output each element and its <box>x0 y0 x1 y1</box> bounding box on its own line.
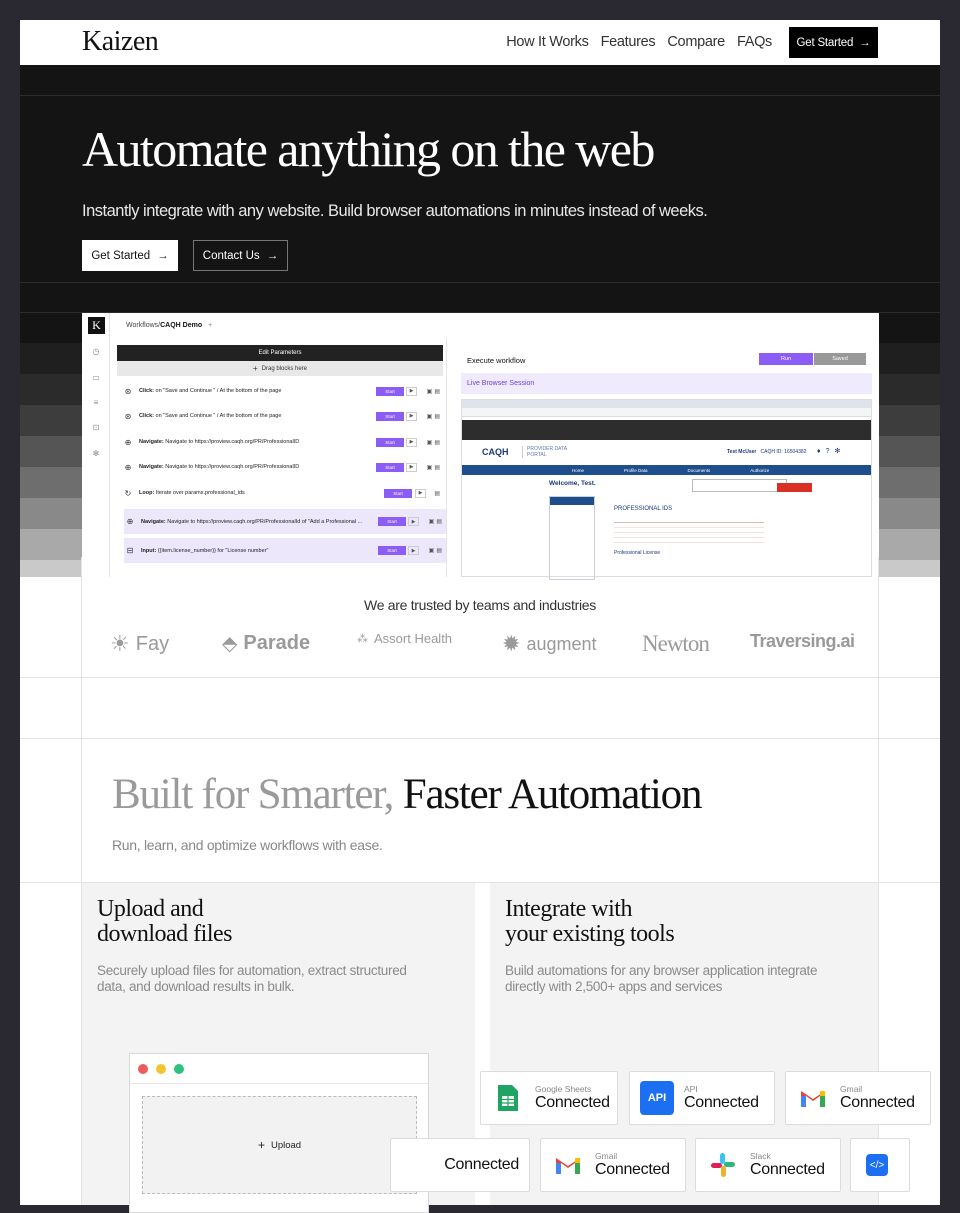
step-type: Navigate: <box>141 518 166 525</box>
nav-link-compare[interactable]: Compare <box>667 34 725 50</box>
card-title-line2: download files <box>97 921 232 947</box>
step-text: Iterate over params.professional_ids <box>155 490 245 496</box>
app-preview <box>82 313 879 577</box>
caqh-review-button <box>777 483 812 492</box>
copy-delete-icons[interactable]: ▣▤ <box>426 413 442 420</box>
integration-name: API <box>684 1084 698 1094</box>
loop-icon: ↻ <box>124 488 132 498</box>
play-icon[interactable]: ▶ <box>406 463 417 472</box>
logo-fay <box>110 631 169 657</box>
integration-status: Connected <box>595 1161 670 1178</box>
portal-line1: PROVIDER DATA <box>527 446 568 452</box>
gmail-icon <box>551 1148 585 1182</box>
breadcrumb-current: CAQH Demo <box>160 322 203 329</box>
integration-slack[interactable] <box>695 1138 841 1192</box>
plus-icon: + <box>257 1138 265 1152</box>
step-start-button[interactable]: Start <box>378 546 406 555</box>
step-start-button[interactable]: Start <box>376 387 404 396</box>
caqh-tab-authorize: Authorize <box>750 467 770 473</box>
card-description <box>505 963 817 995</box>
cursor-click-icon: ⊛ <box>124 386 132 396</box>
drag-blocks-zone[interactable] <box>117 361 443 376</box>
nav-link-features[interactable]: Features <box>600 34 656 50</box>
list-icon[interactable]: ≡ <box>93 398 99 407</box>
caqh-tab-profile-data: Profile Data <box>624 467 648 473</box>
logo-traversing: Traversing.ai <box>750 631 855 651</box>
delete-icon[interactable]: ▤ <box>434 490 442 497</box>
logo-parade <box>222 631 310 656</box>
nav-get-started-button[interactable] <box>789 27 878 58</box>
hero-get-started-label: Get Started <box>91 249 151 262</box>
slack-icon <box>706 1148 740 1182</box>
browser-tabs <box>462 400 871 408</box>
upload-window <box>129 1053 429 1213</box>
caqh-portal-label <box>522 446 567 458</box>
caqh-logo: CAQH <box>482 447 509 457</box>
workflow-step-nested[interactable] <box>124 509 446 534</box>
card-desc-line2: data, and download results in bulk. <box>97 979 295 994</box>
live-browser-session-label: Live Browser Session <box>461 373 872 394</box>
globe-icon: ⊕ <box>124 462 132 472</box>
caqh-header <box>462 440 871 465</box>
hero-title: Automate anything on the web <box>82 121 654 177</box>
logo-augment-text: augment <box>526 633 597 654</box>
drag-blocks-label: Drag blocks here <box>261 365 308 372</box>
lock-icon[interactable]: ⊡ <box>92 423 100 432</box>
breadcrumb <box>126 322 212 329</box>
logo-assort-health <box>357 631 452 646</box>
hero-contact-us-label: Contact Us <box>202 249 260 262</box>
gear-icon[interactable]: ✻ <box>92 449 100 458</box>
workflow-step[interactable] <box>122 380 444 402</box>
card-title <box>97 897 232 947</box>
workflow-step[interactable] <box>122 405 444 427</box>
hero-section <box>20 65 940 577</box>
maximize-dot-icon[interactable] <box>174 1064 184 1074</box>
copy-delete-icons[interactable]: ▣▤ <box>428 548 444 554</box>
hero-get-started-button[interactable] <box>82 240 178 271</box>
logo-parade-text: Parade <box>243 632 311 654</box>
trusted-by-title: We are trusted by teams and industries <box>364 597 596 613</box>
code-icon: </> <box>866 1154 888 1176</box>
integration-api[interactable] <box>629 1071 775 1125</box>
logo-augment <box>502 631 597 657</box>
customer-logos <box>110 631 870 677</box>
copy-delete-icons[interactable]: ▣▤ <box>426 388 442 395</box>
live-browser-view[interactable] <box>461 399 872 577</box>
integration-status: Connected <box>684 1094 759 1111</box>
caqh-notice <box>692 479 787 492</box>
caqh-tab-home: Home <box>572 467 585 473</box>
step-type: Navigate: <box>139 439 164 445</box>
globe-icon: ⊕ <box>126 517 134 526</box>
features-heading-light: Built for Smarter, <box>112 771 394 818</box>
card-title-line1: Upload and <box>97 896 204 922</box>
caqh-welcome-text: Welcome, Test. <box>549 480 596 487</box>
panel-divider[interactable] <box>446 338 447 577</box>
card-description <box>97 963 407 995</box>
copy-delete-icons[interactable]: ▣▤ <box>426 439 442 446</box>
kaizen-logo[interactable]: Kaizen <box>82 26 159 57</box>
caqh-tab-documents: Documents <box>687 467 711 473</box>
play-icon[interactable]: ▶ <box>408 517 419 526</box>
step-start-button[interactable]: Start <box>376 438 404 447</box>
browser-url-bar <box>462 408 871 417</box>
card-desc-line1: Build automations for any browser application integrate <box>505 963 818 978</box>
nav-get-started-label: Get Started <box>796 36 854 49</box>
caqh-professional-license: Professional License <box>614 550 661 556</box>
integration-name: Gmail <box>595 1151 618 1161</box>
integration-status: Connected <box>444 1156 519 1173</box>
close-dot-icon[interactable] <box>138 1064 148 1074</box>
logo-assort-text: Assort Health <box>374 631 453 646</box>
workflow-step[interactable] <box>122 482 444 504</box>
hero-grid-line <box>20 95 940 96</box>
card-desc-line1: Securely upload files for automation, extract structured <box>97 963 407 978</box>
caqh-id: CAQH ID: 16504382 <box>760 449 807 455</box>
grid-line-h <box>20 738 940 739</box>
step-start-button[interactable]: Start <box>384 489 412 498</box>
hero-grid-line <box>20 282 940 283</box>
card-title-line2: your existing tools <box>505 921 675 947</box>
features-heading <box>112 770 701 819</box>
input-icon: ⊟ <box>126 546 134 555</box>
caqh-user <box>727 449 806 455</box>
logo-fay-text: Fay <box>135 632 170 655</box>
hero-subtitle: Instantly integrate with any website. Build browser automations in minutes instead of weeks. <box>82 202 708 220</box>
step-text: Navigate to https://proview.caqh.org/PR/ProfessionalID <box>165 439 300 445</box>
step-type: Click: <box>139 413 154 419</box>
features-subheading: Run, learn, and optimize workflows with ease. <box>112 837 383 853</box>
plus-icon: + <box>252 364 258 373</box>
step-type: Click: <box>139 388 154 394</box>
caqh-nav-bar <box>462 465 871 475</box>
upload-dropzone[interactable] <box>142 1096 417 1194</box>
card-title <box>505 897 674 947</box>
copy-delete-icons[interactable]: ▣▤ <box>426 464 442 471</box>
integration-google-sheets[interactable] <box>480 1071 618 1125</box>
play-icon[interactable]: ▶ <box>415 489 426 498</box>
step-type: Input: <box>141 547 157 554</box>
nav-link-how-it-works[interactable]: How It Works <box>506 34 589 50</box>
nav-links <box>506 34 772 50</box>
step-text: on "Save and Continue " / At the bottom of the page <box>155 388 282 394</box>
minimize-dot-icon[interactable] <box>156 1064 166 1074</box>
nav-link-faqs[interactable]: FAQs <box>736 34 772 50</box>
copy-delete-icons[interactable]: ▣▤ <box>428 519 444 525</box>
execute-workflow-title: Execute workflow <box>467 356 526 365</box>
integrations-card <box>444 883 915 1205</box>
monitor-icon[interactable]: ▭ <box>92 373 100 382</box>
integration-code-partial[interactable] <box>850 1138 910 1192</box>
play-icon[interactable]: ▶ <box>406 387 417 396</box>
workflow-step[interactable] <box>122 456 444 478</box>
globe-icon: ⊕ <box>124 437 132 447</box>
window-titlebar <box>130 1054 428 1084</box>
app-sidebar <box>82 313 110 577</box>
integration-gmail[interactable] <box>540 1138 686 1192</box>
breadcrumb-root[interactable]: Workflows/ <box>126 322 161 329</box>
trusted-by-section <box>20 557 940 677</box>
caqh-user-name: Test McUser <box>727 449 757 455</box>
history-icon[interactable]: ◷ <box>92 347 100 356</box>
caqh-tree-header <box>550 497 594 505</box>
card-title-line1: Integrate with <box>505 896 632 922</box>
bell-help-gear-icons: ♦?✻ <box>817 448 846 455</box>
step-text: {{item.license_number}} for "License number" <box>157 547 269 554</box>
assort-mark-icon: ⁂ <box>357 633 368 645</box>
caqh-error-list <box>614 522 764 544</box>
logo-newton: Newton <box>642 631 709 656</box>
gmail-icon <box>796 1081 830 1115</box>
integration-status: Connected <box>750 1161 825 1178</box>
hero-contact-us-button[interactable] <box>193 240 288 271</box>
arrow-right-icon: → <box>157 249 169 262</box>
browser-alert-bar <box>462 420 871 440</box>
step-start-button[interactable]: Start <box>376 463 404 472</box>
sun-icon: ☀ <box>110 631 130 656</box>
upload-label: Upload <box>270 1139 302 1151</box>
app-logo[interactable]: K <box>88 317 105 334</box>
saved-button[interactable]: Saved <box>814 353 866 365</box>
workflow-step[interactable] <box>122 431 444 453</box>
arrow-right-icon: → <box>859 36 871 49</box>
portal-line2: PORTAL <box>527 452 547 458</box>
caqh-section-title: PROFESSIONAL IDS <box>614 506 673 512</box>
play-icon[interactable]: ▶ <box>408 546 419 555</box>
google-sheets-icon <box>491 1081 525 1115</box>
api-icon: API <box>640 1081 674 1115</box>
integration-gmail[interactable] <box>785 1071 931 1125</box>
step-start-button[interactable]: Start <box>376 412 404 421</box>
arrow-right-icon: → <box>266 249 279 262</box>
integration-name: Google Sheets <box>535 1084 592 1094</box>
edit-parameters-bar[interactable]: Edit Parameters <box>117 345 443 361</box>
step-text: Navigate to https://proview.caqh.org/PR/ProfessionalID <box>165 464 300 470</box>
gear-icon: ✹ <box>502 631 521 656</box>
run-button[interactable]: Run <box>759 353 813 365</box>
integration-partial[interactable] <box>390 1138 530 1192</box>
card-desc-line2: directly with 2,500+ apps and services <box>505 979 723 994</box>
plus-icon[interactable]: + <box>208 322 213 329</box>
parade-mark-icon: ⬘ <box>222 633 238 655</box>
integration-status: Connected <box>535 1094 610 1111</box>
integration-name: Slack <box>750 1151 771 1161</box>
integration-name: Gmail <box>840 1084 863 1094</box>
top-nav <box>20 20 940 65</box>
page <box>20 20 940 1205</box>
step-text: on "Save and Continue " / At the bottom of the page <box>155 413 282 419</box>
play-icon[interactable]: ▶ <box>406 412 417 421</box>
cursor-click-icon: ⊛ <box>124 411 132 421</box>
features-heading-dark: Faster Automation <box>402 771 702 818</box>
step-type: Loop: <box>139 490 155 496</box>
step-type: Navigate: <box>139 464 164 470</box>
grid-line-h <box>20 677 940 678</box>
integration-status: Connected <box>840 1094 915 1111</box>
step-start-button[interactable]: Start <box>378 517 406 526</box>
play-icon[interactable]: ▶ <box>406 438 417 447</box>
step-text: Navigate to https://proview.caqh.org/PR/ProfessionalId of "Add a Professional ... <box>167 518 363 525</box>
